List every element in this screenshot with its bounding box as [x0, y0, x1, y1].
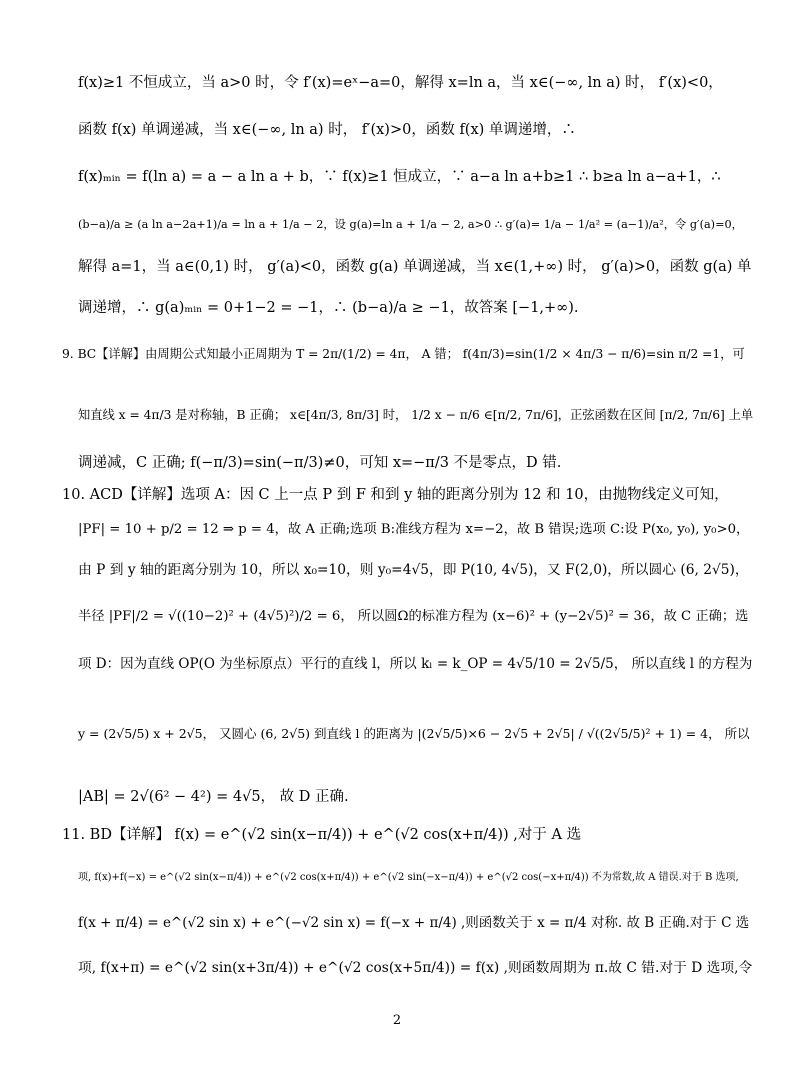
question-11-line: 11. BD【详解】 f(x) = e^(√2 sin(x−π/4)) + e^(√2 cos(x+π/4)) ,对于 A 选: [62, 827, 582, 843]
text-line: f(x)≥1 不恒成立，当 a>0 时，令 f′(x)=eˣ−a=0，解得 x=ln a，当 x∈(−∞, ln a) 时， f′(x)<0，: [78, 75, 723, 91]
text-line: 解得 a=1，当 a∈(0,1) 时， g′(a)<0，函数 g(a) 单调递减，当 x∈(1,+∞) 时， g′(a)>0，函数 g(a) 单: [78, 259, 752, 275]
text-line: 半径 |PF|/2 = √((10−2)² + (4√5)²)/2 = 6， 所以圆Ω的标准方程为 (x−6)² + (y−2√5)² = 36，故 C 正确；选: [78, 609, 749, 624]
page-number: 2: [392, 1013, 402, 1028]
text-line: 项, f(x+π) = e^(√2 sin(x+3π/4)) + e^(√2 cos(x+5π/4)) = f(x) ,则函数周期为 π.故 C 错.对于 D 选项,令: [78, 960, 753, 976]
text-line: f(x + π/4) = e^(√2 sin x) + e^(−√2 sin x) = f(−x + π/4) ,则函数关于 x = π/4 对称. 故 B 正确.对于 C 选: [78, 915, 750, 931]
text-line: 由 P 到 y 轴的距离分别为 10，所以 x₀=10，则 y₀=4√5，即 P(10, 4√5)，又 F(2,0)，所以圆心 (6, 2√5)，: [78, 562, 749, 578]
text-line: |AB| = 2√(6² − 4²) = 4√5， 故 D 正确.: [78, 789, 349, 805]
text-line: f(x)ₘᵢₙ = f(ln a) = a − a ln a + b，∵ f(x)≥1 恒成立，∵ a−a ln a+b≥1 ∴ b≥a ln a−a+1，∴: [78, 169, 721, 185]
question-10-line: 10. ACD【详解】选项 A：因 C 上一点 P 到 F 和到 y 轴的距离分别为 12 和 10，由抛物线定义可知，: [62, 487, 729, 503]
question-9-line: 9. BC【详解】由周期公式知最小正周期为 T = 2π/(1/2) = 4π， A 错； f(4π/3)=sin(1/2 × 4π/3 − π/6)=sin π/2 =1，可: [62, 347, 745, 361]
text-line: 知直线 x = 4π/3 是对称轴，B 正确； x∈[4π/3, 8π/3] 时， 1/2 x − π/6 ∈[π/2, 7π/6]，正弦函数在区间 [π/2, 7π/6] 上单: [78, 408, 754, 422]
text-line: 项, f(x)+f(−x) = e^(√2 sin(x−π/4)) + e^(√2 cos(x+π/4)) + e^(√2 sin(−x−π/4)) + e^(√2 cos(−x+π/4)) 不为常数,故 A 错误.对于 B 选项,: [78, 872, 739, 883]
text-line: 函数 f(x) 单调递减，当 x∈(−∞, ln a) 时， f′(x)>0，函数 f(x) 单调递增，∴: [78, 122, 576, 138]
text-line: 调递增，∴ g(a)ₘᵢₙ = 0+1−2 = −1，∴ (b−a)/a ≥ −1，故答案 [−1,+∞).: [78, 300, 579, 316]
text-line: (b−a)/a ≥ (a ln a−2a+1)/a = ln a + 1/a − 2，设 g(a)=ln a + 1/a − 2, a>0 ∴ g′(a)= 1/a − 1/a² = (a−1)/a²，令 g′(a)=0，: [78, 218, 743, 231]
text-line: 调递减，C 正确; f(−π/3)=sin(−π/3)≠0，可知 x=−π/3 不是零点，D 错.: [78, 455, 562, 471]
text-line: 项 D：因为直线 OP(O 为坐标原点）平行的直线 l，所以 kₗ = k_OP = 4√5/10 = 2√5/5， 所以直线 l 的方程为: [78, 656, 753, 672]
text-line: |PF| = 10 + p/2 = 12 ⇒ p = 4，故 A 正确;选项 B:准线方程为 x=−2，故 B 错误;选项 C:设 P(x₀, y₀), y₀>0，: [78, 522, 750, 537]
text-line: y = (2√5/5) x + 2√5， 又圆心 (6, 2√5) 到直线 l 的距离为 |(2√5/5)×6 − 2√5 + 2√5| / √((2√5/5)² + 1) = 4， 所以: [78, 726, 750, 741]
